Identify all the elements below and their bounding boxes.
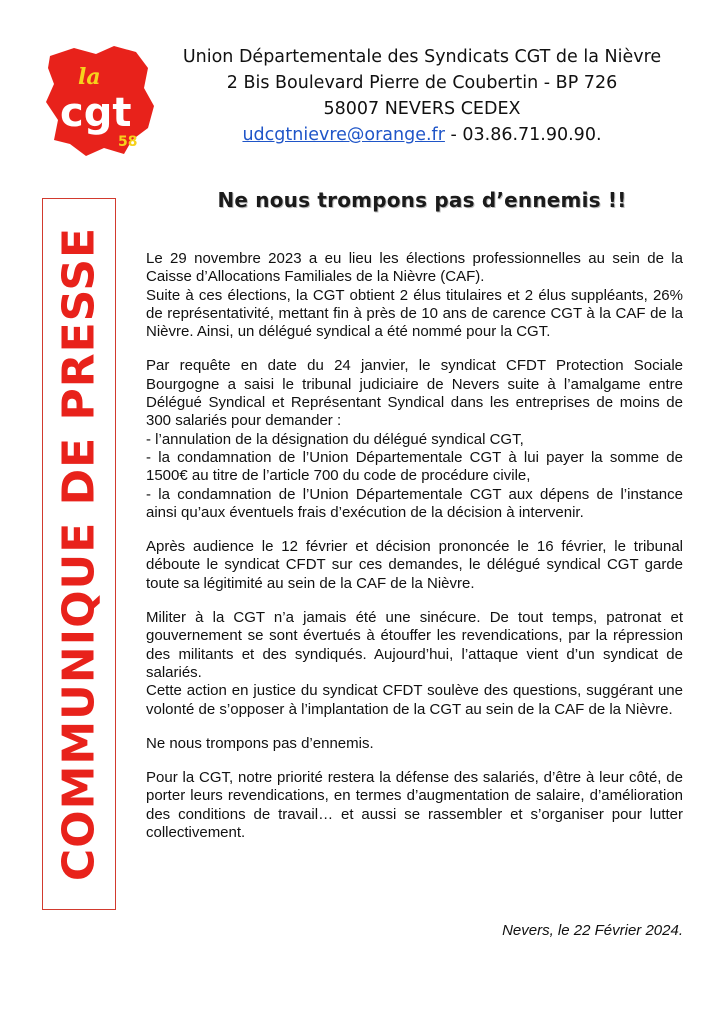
phone-number: - 03.86.71.90.90.: [444, 125, 602, 145]
header-contact: [150, 122, 694, 148]
paragraph-4-line-2: Cette action en justice du syndicat CFDT soulève des questions, suggérant une volonté de s’opposer à l’implantation de la CGT au sein de la CAF de la Nièvre.: [146, 682, 683, 718]
header-city: 58007 NEVERS CEDEX: [323, 99, 521, 119]
header-org-name: Union Départementale des Syndicats CGT de la Nièvre: [182, 47, 662, 67]
paragraph-5: Ne nous trompons pas d’ennemis.: [146, 734, 374, 752]
press-release-body: [146, 250, 683, 858]
paragraph-3: Après audience le 12 février et décision prononcée le 16 février, le tribunal déboute le syndicat CFDT sur ces demandes, le délégué syndical CGT garde toute sa légitimité au sein de la CAF de la Nièvre.: [146, 538, 683, 592]
communique-sidebar: [42, 198, 116, 910]
cgt-logo: [44, 44, 156, 158]
paragraph-6: Pour la CGT, notre priorité restera la défense des salariés, d’être à leur côté, de porter leurs revendications, en termes d’augmentation de salaire, d’amélioration des conditions de travail… et aussi se rassembler et s’organiser pour lutter collectivement.: [146, 769, 683, 842]
paragraph-2-intro: Par requête en date du 24 janvier, le syndicat CFDT Protection Sociale Bourgogne a saisi le tribunal judiciaire de Nevers suite à l’amalgame entre Délégué Syndical et Représentant Syndical dans les entreprises de moins de 300 salariés pour demander :: [146, 357, 683, 430]
paragraph-2-item-2: - la condamnation de l’Union Départementale CGT à lui payer la somme de 1500€ au titre de l’article 700 du code de procédure civile,: [146, 448, 683, 485]
header-street: 2 Bis Boulevard Pierre de Coubertin - BP 726: [226, 73, 618, 93]
paragraph-1-line-1: Le 29 novembre 2023 a eu lieu les élections professionnelles au sein de la Caisse d’Allocations Familiales de la Nièvre (CAF).: [146, 250, 683, 286]
logo-cgt-text: cgt: [60, 90, 132, 136]
paragraph-2: [146, 357, 683, 522]
paragraph-4-line-1: Militer à la CGT n’a jamais été une sinécure. De tout temps, patronat et gouvernement se sont évertués à étouffer les revendications, par la répression des militants et des syndiqués. Aujourd’hui, l’attaque vient d’un syndicat de salariés.: [146, 609, 683, 681]
paragraph-4: [146, 609, 683, 719]
paragraph-1: [146, 250, 683, 341]
paragraph-1-line-2: Suite à ces élections, la CGT obtient 2 élus titulaires et 2 élus suppléants, 26% de représentativité, mettant fin à près de 10 ans de carence CGT à la CAF de la Nièvre. Ainsi, un délégué syndical a été nommé pour la CGT.: [146, 286, 683, 341]
header-address: [150, 44, 694, 148]
logo-la-text: la: [78, 64, 101, 90]
paragraph-2-item-3: - la condamnation de l’Union Départementale CGT aux dépens de l’instance ainsi qu’aux éventuels frais d’exécution de la décision à intervenir.: [146, 485, 683, 521]
logo-number-text: 58: [118, 134, 138, 150]
signature-date: Nevers, le 22 Février 2024.: [502, 922, 683, 939]
page-title: Ne nous trompons pas d’ennemis !!: [217, 188, 627, 212]
communique-label: COMMUNIQUE DE PRESSE: [53, 226, 105, 882]
cgt-logo-shape-icon: [44, 44, 156, 158]
email-link[interactable]: udcgtnievre@orange.fr: [242, 125, 445, 145]
paragraph-2-item-1: - l’annulation de la désignation du délégué syndical CGT,: [146, 430, 524, 448]
